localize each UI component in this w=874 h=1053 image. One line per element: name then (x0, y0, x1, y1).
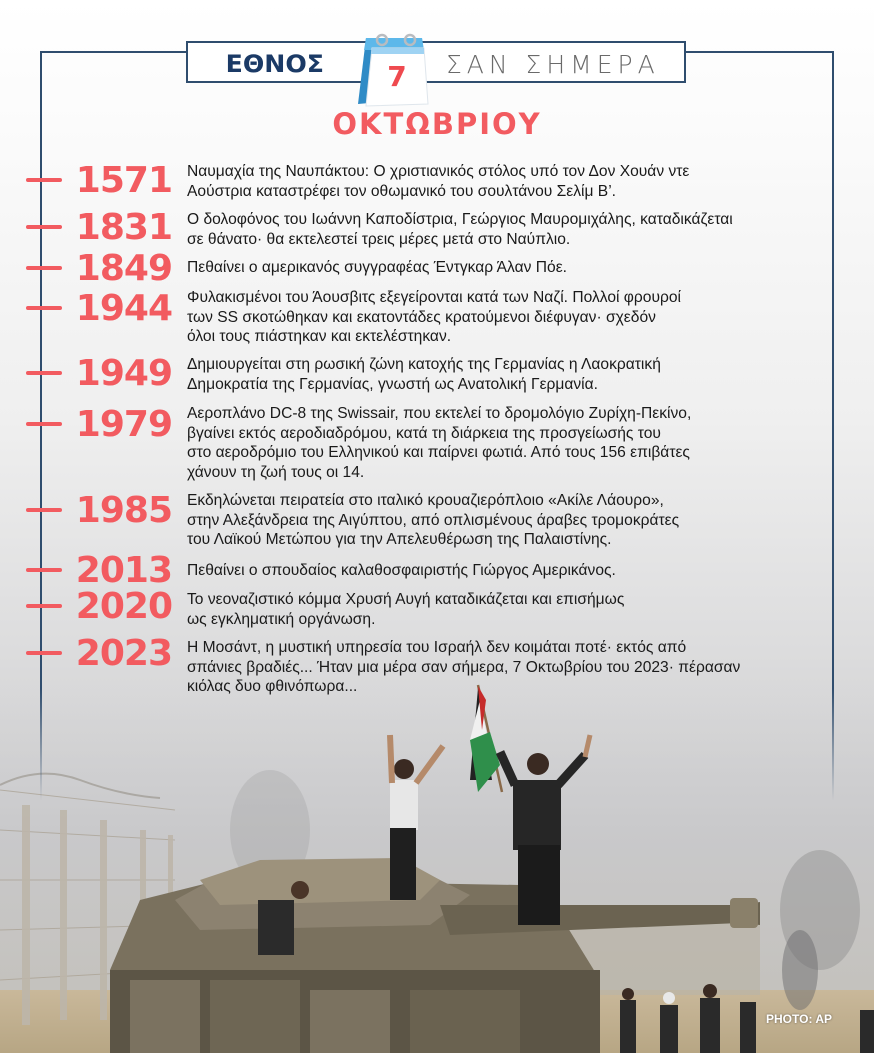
event-description: Η Μοσάντ, η μυστική υπηρεσία του Ισραήλ δεν κοιμάται ποτέ· εκτός από σπάνιες βραδιές... Ήταν μια μέρα σαν σήμερα, 7 Οκτωβρίου του 2023· πέρασαν κιόλας δυο φθινόπωρα... (187, 639, 741, 695)
event-year: 2023 (75, 633, 172, 674)
timeline-tick (26, 225, 62, 229)
tank-photo-illustration (0, 680, 874, 1053)
timeline-tick (26, 422, 62, 426)
frame-right-border (832, 51, 834, 801)
timeline-axis-line (40, 51, 42, 801)
photo-credit: PHOTO: AP (766, 1012, 833, 1026)
event-year: 1571 (75, 160, 172, 201)
svg-text:7: 7 (387, 60, 407, 93)
timeline-tick (26, 508, 62, 512)
event-description: Πεθαίνει ο αμερικανός συγγραφέας Έντγκαρ Άλαν Πόε. (187, 259, 567, 276)
event-description: Πεθαίνει ο σπουδαίος καλαθοσφαιριστής Γιώργος Αμερικάνος. (187, 562, 616, 579)
month-title: ΟΚΤΩΒΡΙΟΥ (332, 107, 542, 141)
timeline-tick (26, 306, 62, 310)
timeline-tick (26, 266, 62, 270)
event-year: 1979 (75, 404, 172, 445)
event-description: Ο δολοφόνος του Ιωάννη Καποδίστρια, Γεώργιος Μαυρομιχάλης, καταδικάζεται σε θάνατο· θα εκτελεστεί τρεις μέρες μετά στο Ναύπλιο. (187, 211, 733, 248)
event-description: Εκδηλώνεται πειρατεία στο ιταλικό κρουαζιερόπλοιο «Ακίλε Λάουρο», στην Αλεξάνδρεια της Αιγύπτου, από οπλισμένους άραβες τρομοκράτες του Λαϊκού Μετώπου για την Απελευθέρωση της Παλαιστίνης. (187, 492, 680, 548)
event-description: Δημιουργείται στη ρωσική ζώνη κατοχής της Γερμανίας η Λαοκρατική Δημοκρατία της Γερμανίας, γνωστή ως Ανατολική Γερμανία. (187, 356, 661, 393)
header-subtitle: ΣΑΝ ΣΗΜΕΡΑ (446, 50, 660, 79)
timeline-tick (26, 651, 62, 655)
event-year: 1831 (75, 207, 172, 248)
event-description: Αεροπλάνο DC-8 της Swissair, που εκτελεί το δρομολόγιο Ζυρίχη-Πεκίνο, βγαίνει εκτός αεροδιαδρόμου, κατά τη διάρκεια της προσγείωσής του στο αεροδρόμιο του Ελληνικού και παίρνει φωτιά. Από τους 156 επιβάτες χάνουν τη ζωή τους οι 14. (187, 405, 692, 481)
timeline-tick (26, 371, 62, 375)
event-year: 1849 (75, 248, 172, 289)
event-year: 2013 (75, 550, 172, 591)
event-year: 1944 (75, 288, 172, 329)
event-description: Ναυμαχία της Ναυπάκτου: Ο χριστιανικός στόλος υπό τον Δον Χουάν ντε Αούστρια καταστρέφει τον οθωμανικό του σουλτάνου Σελίμ Β’. (187, 163, 690, 200)
event-year: 2020 (75, 586, 172, 627)
timeline-tick (26, 568, 62, 572)
event-description: Το νεοναζιστικό κόμμα Χρυσή Αυγή καταδικάζεται και επισήμως ως εγκληματική οργάνωση. (187, 591, 625, 628)
event-year: 1985 (75, 490, 172, 531)
timeline-tick (26, 604, 62, 608)
news-photo (0, 680, 874, 1053)
event-year: 1949 (75, 353, 172, 394)
event-description: Φυλακισμένοι του Άουσβιτς εξεγείρονται κατά των Ναζί. Πολλοί φρουροί των SS σκοτώθηκαν και εκατοντάδες κρατούμενοι διέφυγαν· σχεδόν όλοι τους πιάστηκαν και εκτελέστηκαν. (187, 289, 681, 345)
calendar-icon (352, 28, 430, 108)
timeline-tick (26, 178, 62, 182)
brand-logo: ΕΘΝΟΣ (225, 50, 325, 78)
